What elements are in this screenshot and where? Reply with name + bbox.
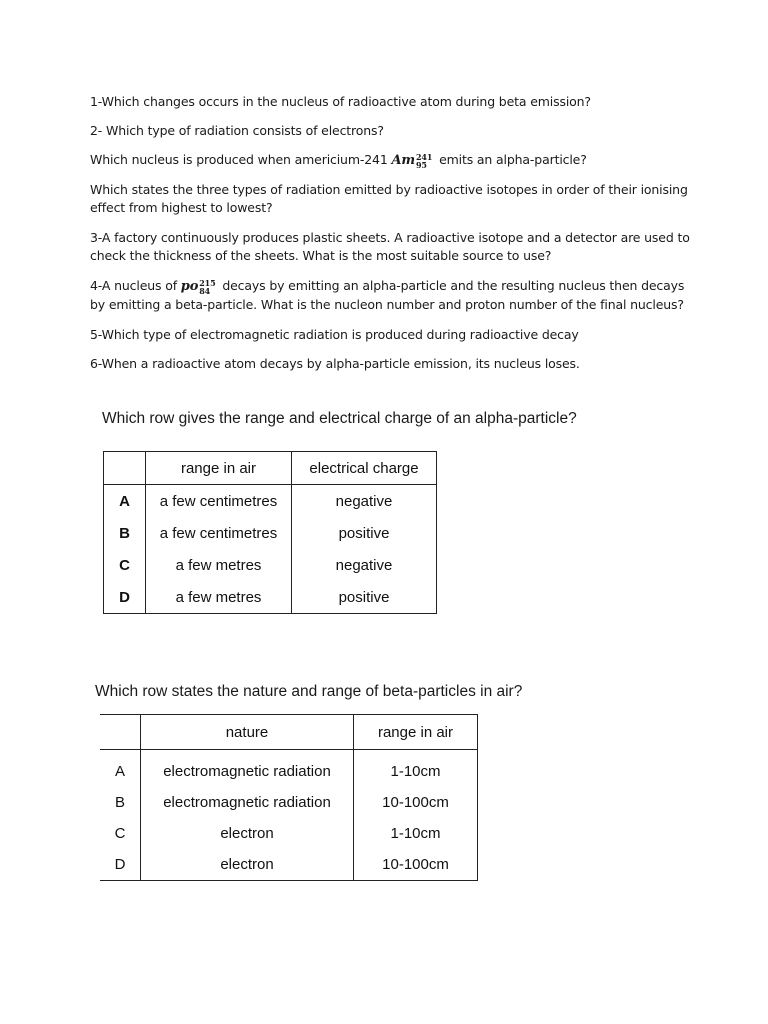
table-header-row bbox=[104, 452, 437, 485]
table-cell: electron bbox=[141, 818, 354, 849]
table-cell: a few metres bbox=[146, 581, 292, 614]
table-row bbox=[100, 787, 478, 818]
table-cell: positive bbox=[292, 517, 437, 549]
table-cell: electromagnetic radiation bbox=[141, 750, 354, 788]
americium-symbol: Am bbox=[391, 153, 416, 168]
table-cell: 10-100cm bbox=[354, 787, 478, 818]
table-cell: 1-10cm bbox=[354, 818, 478, 849]
row-label: C bbox=[104, 549, 146, 581]
table-header-cell bbox=[104, 452, 146, 485]
table-header-row bbox=[100, 715, 478, 750]
americium-isotope-numbers bbox=[416, 153, 432, 169]
table-row bbox=[104, 485, 437, 518]
table-cell: negative bbox=[292, 485, 437, 518]
question-americium bbox=[90, 151, 690, 170]
question-5: 5-Which type of electromagnetic radiation is produced during radioactive decay bbox=[90, 327, 579, 342]
question-3: 3-A factory continuously produces plastic sheets. A radioactive isotope and a detector are used to check the thickness of the sheets. What is the most suitable source to use? bbox=[90, 230, 690, 263]
table-cell: 1-10cm bbox=[354, 750, 478, 788]
table-cell: electron bbox=[141, 849, 354, 881]
table-header-cell: nature bbox=[141, 715, 354, 750]
table-cell: a few metres bbox=[146, 549, 292, 581]
beta-particle-table bbox=[100, 714, 478, 881]
question-4-post: decays by emitting an alpha-particle and the resulting nucleus then decays by emitting a beta-particle. What is the nucleon number and proton number of the final nucleus? bbox=[90, 278, 685, 312]
question-1: 1-Which changes occurs in the nucleus of radioactive atom during beta emission? bbox=[90, 94, 591, 109]
row-label: A bbox=[114, 763, 125, 780]
row-label: B bbox=[114, 794, 125, 811]
polonium-symbol: po bbox=[180, 279, 199, 294]
row-label: B bbox=[104, 517, 146, 549]
table-header-cell: electrical charge bbox=[292, 452, 437, 485]
question-americium-post: emits an alpha-particle? bbox=[435, 152, 587, 167]
alpha-particle-table bbox=[103, 451, 437, 614]
table-cell: negative bbox=[292, 549, 437, 581]
table-row bbox=[104, 517, 437, 549]
row-label: A bbox=[104, 485, 146, 518]
row-label: D bbox=[104, 581, 146, 614]
row-label: D bbox=[100, 849, 141, 881]
table-header-cell bbox=[100, 715, 141, 750]
table-row bbox=[100, 818, 478, 849]
question-4-pre: 4-A nucleus of bbox=[90, 278, 181, 293]
table1-heading: Which row gives the range and electrical charge of an alpha-particle? bbox=[102, 410, 577, 427]
polonium-isotope-numbers bbox=[199, 279, 215, 295]
table2-heading: Which row states the nature and range of beta-particles in air? bbox=[95, 683, 523, 700]
table-row bbox=[104, 549, 437, 581]
table-cell: a few centimetres bbox=[146, 517, 292, 549]
question-2: 2- Which type of radiation consists of electrons? bbox=[90, 123, 384, 138]
polonium-atomic-number: 84 bbox=[199, 285, 211, 296]
table-cell: a few centimetres bbox=[146, 485, 292, 518]
row-label: C bbox=[114, 825, 126, 842]
question-6: 6-When a radioactive atom decays by alpha-particle emission, its nucleus loses. bbox=[90, 356, 580, 371]
table-header-cell: range in air bbox=[354, 715, 478, 750]
polonium-mass-number: 215 bbox=[199, 277, 216, 288]
table-header-cell: range in air bbox=[146, 452, 292, 485]
table-row bbox=[100, 750, 478, 788]
question-ionising-order: Which states the three types of radiation emitted by radioactive isotopes in order of their ionising effect from highest to lowest? bbox=[90, 182, 688, 215]
question-4 bbox=[90, 277, 690, 314]
table-cell: 10-100cm bbox=[354, 849, 478, 881]
americium-mass-number: 241 bbox=[416, 151, 433, 162]
americium-atomic-number: 95 bbox=[416, 159, 427, 170]
question-americium-pre: Which nucleus is produced when americium-241 bbox=[90, 152, 392, 167]
table-row bbox=[104, 581, 437, 614]
table-row bbox=[100, 849, 478, 881]
table-cell: positive bbox=[292, 581, 437, 614]
table-cell: electromagnetic radiation bbox=[141, 787, 354, 818]
